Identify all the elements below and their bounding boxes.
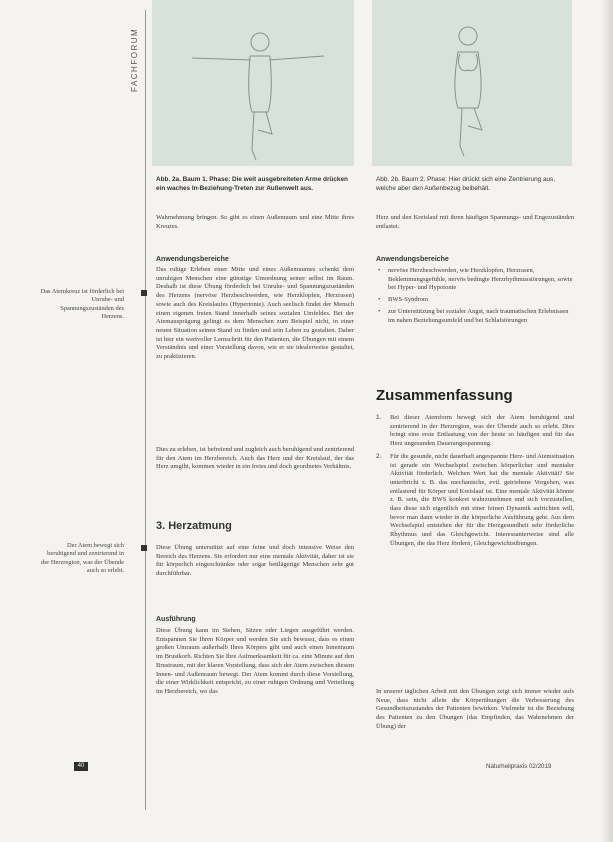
ausfuehrung-heading: Ausführung [156, 616, 196, 623]
closing-paragraph: In unserer täglichen Arbeit mit den Übungen zeigt sich immer wieder aufs Neue, dass nicht allein die Körperübungen die Verbesserung des Gesundheitszustandes der Patienten bewirken. Vielmehr ist die Beziehung des Patienten zu den Übungen (das Empfinden, das Wahrnehmen der Übung) der [376, 688, 574, 730]
anwendung-bullet-list [376, 267, 574, 328]
section-tag: FACHFORUM [130, 27, 139, 93]
zusammenfassung-heading: Zusammenfassung [376, 387, 513, 404]
figure-2b-followtext: Herz und den Kreislauf mit ihren häufigen Spannungs- und Engezuständen entlastet. [376, 214, 574, 230]
figure-2a-caption: Abb. 2a. Baum 1. Phase: Die weit ausgebreiteten Arme drücken ein waches In-Beziehung-Treten zur Außenwelt aus. [156, 176, 348, 192]
list-item: • BWS-Syndrom [376, 296, 574, 305]
tree-pose-centered-illustration [372, 0, 572, 166]
margin-note-marker-1 [141, 290, 147, 296]
list-item [376, 414, 574, 449]
list-number: 1. [376, 414, 382, 421]
anwendung-paragraph-left: Das ruhige Erleben einer Mitte und eines Außenraumes schenkt dem unruhigen Menschen eine günstige Umordnung seiner selbst im Raum. Deshalb ist diese Übung förderlich bei Unruhe- und Spannungszuständen des Herzens (nervöse Herzbeschwerden, wie Herzklopfen, Herzrasen) sowie auch des Kreislaufes (Hypertonie). Auch seelisch findet der Mensch einen eigenen freien Stand innerhalb seines sozialen Umfeldes. Bei der Atemausprägung gelingt es dem Menschen zum Beispiel nicht, in einer neuen Situation seinen Stand zu finden und sein Leben zu gestalten. Daher ist hier ein wertvoller Lernschritt für den Patienten, die Übungen mit einem Verständnis und einer Vorstellung davon, wie er sie idealerweise gestaltet, zu praktizieren. [156, 266, 354, 361]
figure-2a-photo [152, 0, 354, 166]
list-item [376, 453, 574, 549]
margin-note-1: Das Atemkreuz ist förderlich bei Unruhe- und Spannungszuständen des Herzens. [40, 288, 124, 321]
margin-note-marker-2 [141, 545, 147, 551]
list-text: Bei dieser Atemform bewegt sich der Atem beruhigend und zentrierend in der Herzregion, was der Übende auch so erlebt. Dies bringt eine erste Entlastung von der heute so häufigen und für das Herz ungesunden Dauerangespannung. [390, 414, 574, 448]
list-number: 2. [376, 452, 382, 460]
margin-note-2: Der Atem bewegt sich beruhigend und zentrierend in der Herzregion, was der Übende auch so erlebt. [41, 542, 124, 575]
tree-pose-arms-out-illustration [152, 0, 354, 166]
zusammenfassung-numbered-list [376, 414, 574, 553]
anwendung-heading-right: Anwendungsbereiche [376, 256, 449, 263]
figure-2a-followtext: Wahrnehmung bringen. So gibt es einen Außenraum und eine Mitte ihres Kreuzes. [156, 214, 354, 230]
column-divider [145, 10, 146, 810]
page-number: 40 [74, 762, 88, 771]
list-item: • zur Unterstützung bei sozialer Angst, nach traumatischen Erlebnissen im nahen Beziehungsumfeld und bei Schlafstörungen [376, 308, 574, 325]
herzatmung-paragraph: Diese Übung unterstützt auf eine feine und doch intensive Weise den Bereich des Herzens. Sie erfordert nur eine mentale Aktivität, daher ist sie für körperlich eingeschränkte oder sogar bettlägerige Menschen sehr gut durchführbar. [156, 544, 354, 578]
list-text: Für die gesunde, nicht dauerhaft angespannte Herz- und Atemsituation ist gerade ein Wechselspiel zwischen körperlicher und mentaler Aktivität förderlich. Welchen Wert hat die mentale Aktivität? Sie unterbricht z. B. das mechanische, evtl. getriebene Vorgehen, was entlastend für Körper und Kreislauf ist. Eine mentale Aktivität könnte z. B. sein, die BWS konkret wahrzunehmen und sich vorzustellen, dass diese sich eigentlich mit einer feinen Dynamik aufrichten will, bevor man dann wieder in die körperliche Ausführung geht. Aus dem Wechselspiel entstehen der für die Herzgesundheit sehr förderliche Rhythmus und das Gleichgewicht. Interessanterweise sind alle Übungen, die das Herz fördern, Gleichgewichtsübungen. [390, 452, 574, 547]
journal-footer: Naturheilpraxis 02/2019 [486, 763, 552, 770]
anwendung-paragraph-left-2: Dies zu erleben, ist befreiend und zugleich auch beruhigend und zentrierend für den Atem im Herzbereich. Auch das Herz und der Kreislauf, der das Herz umgibt, kommen wieder in ein freies und doch geordnetes Verhältnis. [156, 446, 354, 471]
figure-2b-photo [372, 0, 572, 166]
ausfuehrung-paragraph: Diese Übung kann im Stehen, Sitzen oder Liegen ausgeführt werden. Entspannen Sie Ihren Körper und werden Sie sich bewusst, dass es einen großen Umraum außerhalb Ihres Körpers gibt und auch einen Innenraum im Brustkorb. Richten Sie Ihre Aufmerksamkeit für ca. eine Minute auf den Brustraum, mit der klaren Vorstellung, dass sich der Atem zwischen diesem Innen- und Außenraum bewegt. Der Atem kommt durch diese Vorstellung, die einer Wirklichkeit entspricht, zu einer ruhigen Ordnung und Verteilung im Herzbereich, wo das [156, 627, 354, 695]
page-edge-shadow [601, 0, 613, 842]
list-item: • nervöse Herzbeschwerden, wie Herzklopfen, Herzrasen, Beklemmungsgefühle, nervös bedingte Herzrhythmusstörungen, sowie bei Hyper- und Hypotonie [376, 267, 574, 293]
figure-2b-caption: Abb. 2b. Baum 2. Phase: Hier drückt sich eine Zentrierung aus, welche aber den Außenbezug beibehält. [376, 176, 556, 192]
anwendung-heading-left: Anwendungsbereiche [156, 256, 229, 263]
herzatmung-heading: 3. Herzatmung [156, 520, 232, 532]
